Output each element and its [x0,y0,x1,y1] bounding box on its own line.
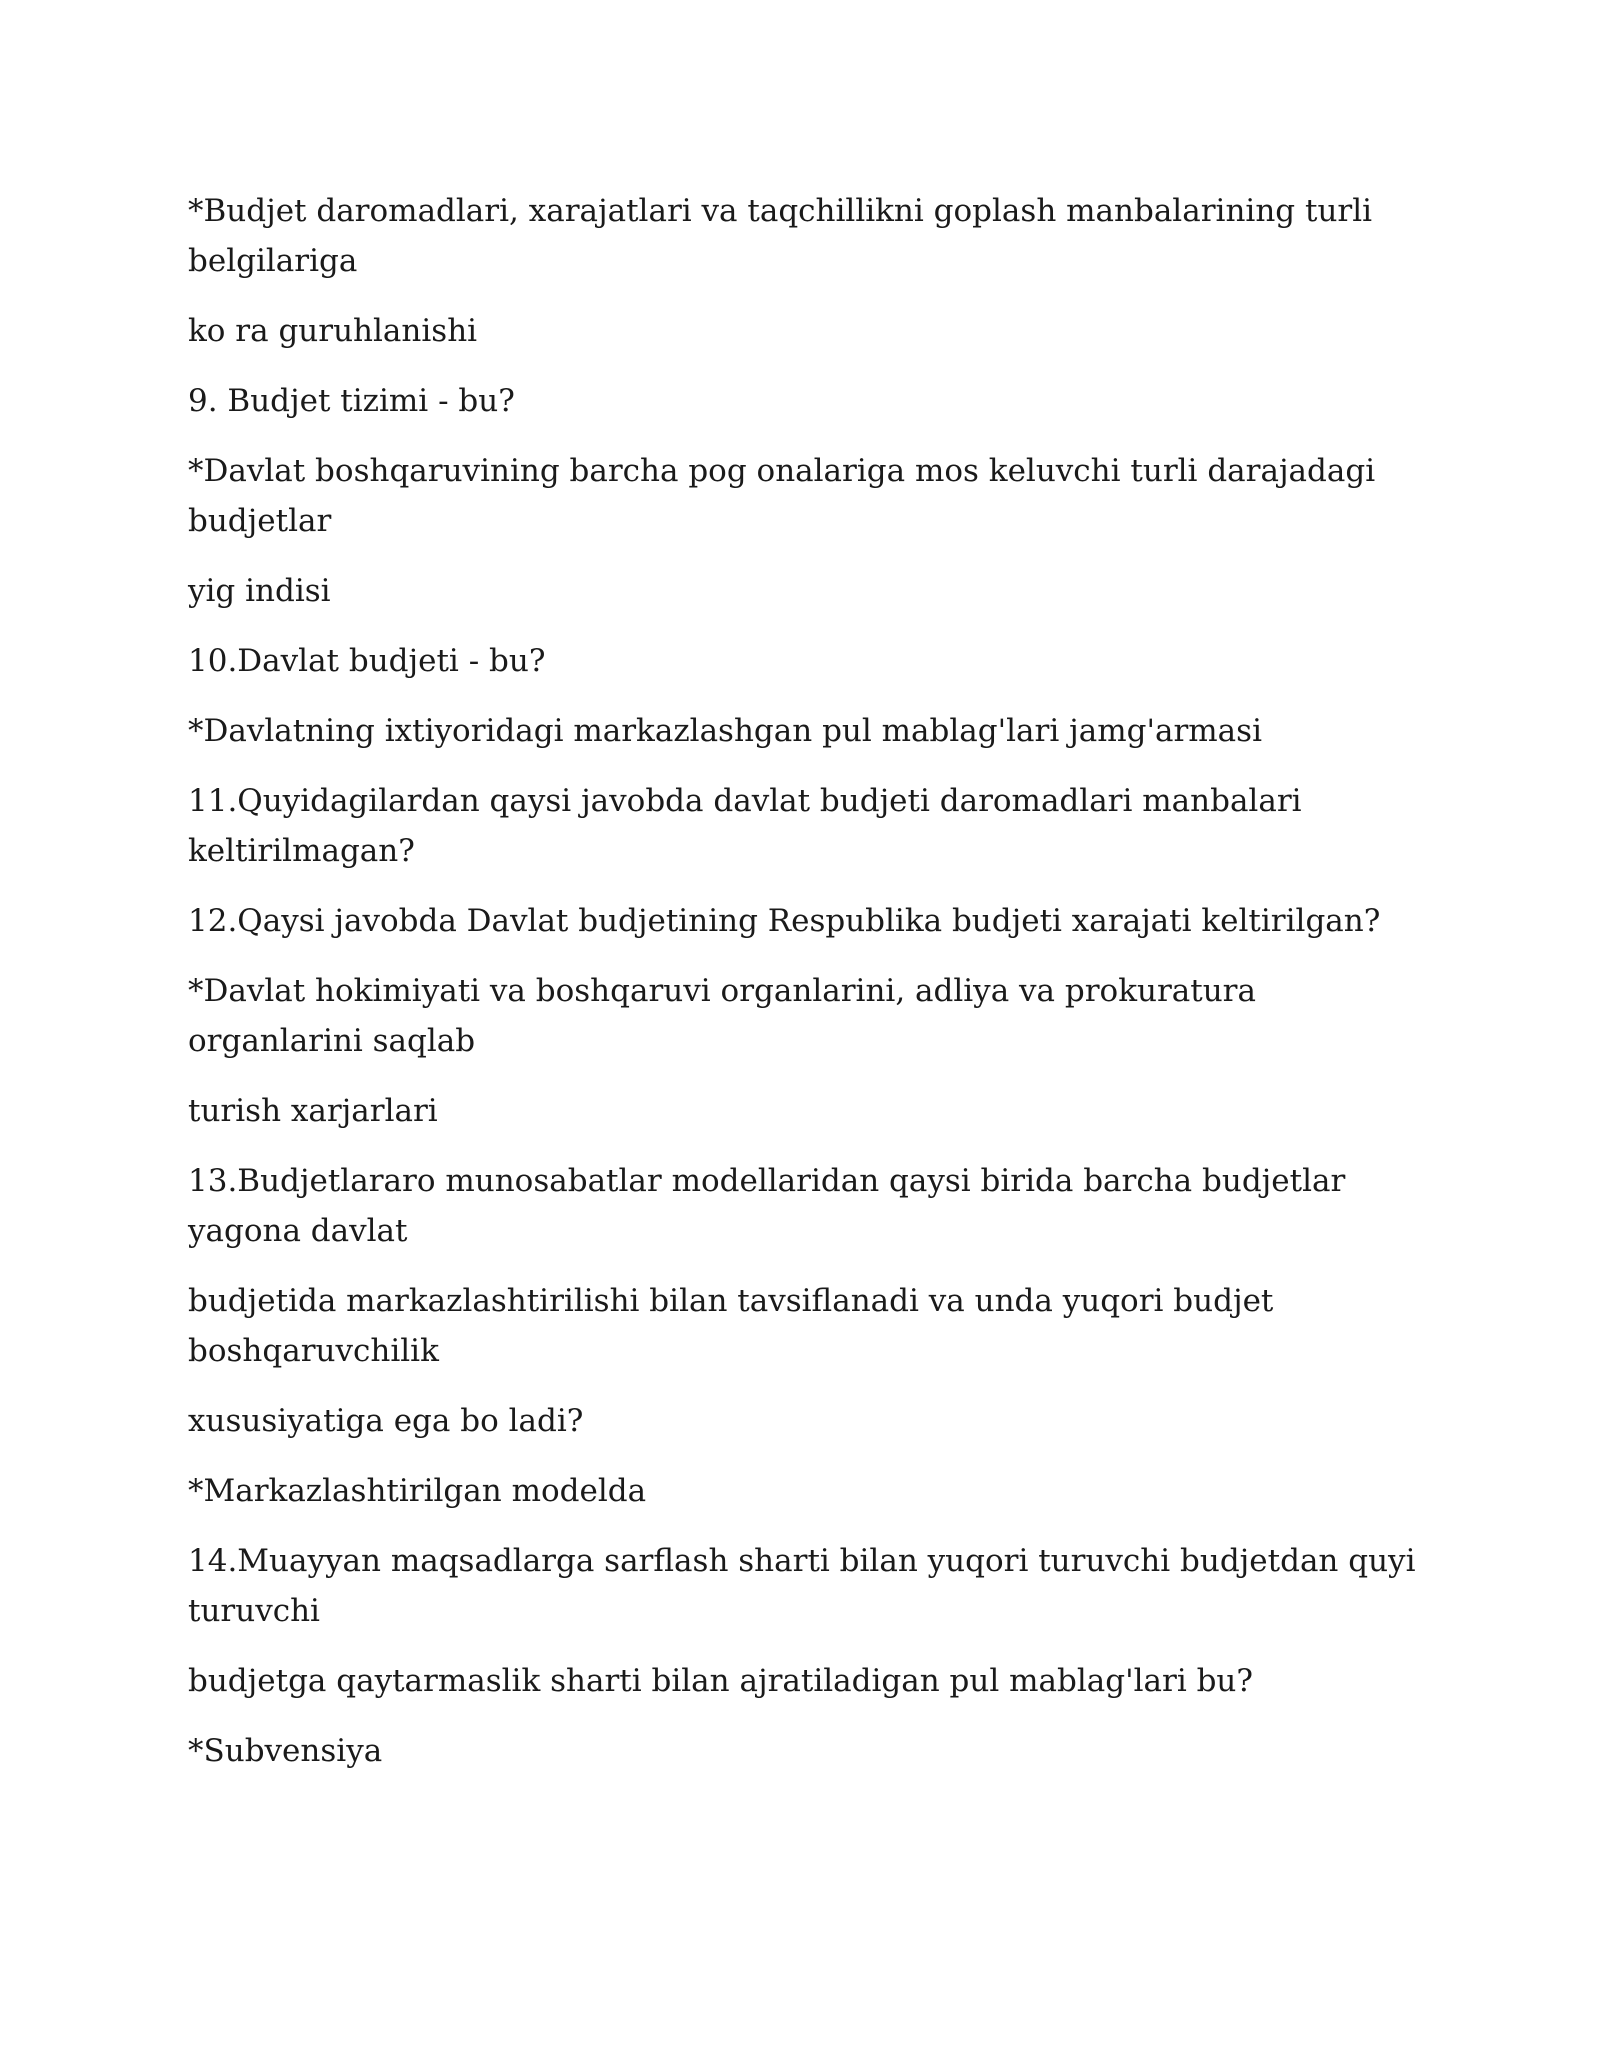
answer-12-continuation: turish xarjarlari [188,1093,438,1129]
answer-13: *Markazlashtirilgan modelda [188,1473,647,1509]
document-body [188,186,1438,1796]
answer-10: *Davlatning ixtiyoridagi markazlashgan pul mablag'lari jamg'armasi [188,713,1262,749]
answer-text-continuation: ko ra guruhlanishi [188,313,478,349]
question-13-continuation-2: xususiyatiga ega bo ladi? [188,1403,584,1439]
question-14: 14.Muayyan maqsadlarga sarflash sharti bilan yuqori turuvchi budjetdan quyi turuvchi [188,1543,1416,1629]
answer-9-continuation: yig indisi [188,573,331,609]
answer-14: *Subvensiya [188,1733,383,1769]
question-14-continuation: budjetga qaytarmaslik sharti bilan ajratiladigan pul mablag'lari bu? [188,1663,1254,1699]
question-13: 13.Budjetlararo munosabatlar modellaridan qaysi birida barcha budjetlar yagona davlat [188,1163,1346,1249]
question-11: 11.Quyidagilardan qaysi javobda davlat budjeti daromadlari manbalari keltirilmagan? [188,783,1302,869]
answer-text: *Budjet daromadlari, xarajatlari va taqchillikni goplash manbalarining turli belgilariga [188,193,1373,279]
question-9: 9. Budjet tizimi - bu? [188,383,515,419]
answer-12: *Davlat hokimiyati va boshqaruvi organlarini, adliya va prokuratura organlarini saqlab [188,973,1256,1059]
question-13-continuation: budjetida markazlashtirilishi bilan tavsiflanadi va unda yuqori budjet boshqaruvchilik [188,1283,1274,1369]
answer-9: *Davlat boshqaruvining barcha pog onalariga mos keluvchi turli darajadagi budjetlar [188,453,1376,539]
question-10: 10.Davlat budjeti - bu? [188,643,546,679]
question-12: 12.Qaysi javobda Davlat budjetining Respublika budjeti xarajati keltirilgan? [188,903,1381,939]
